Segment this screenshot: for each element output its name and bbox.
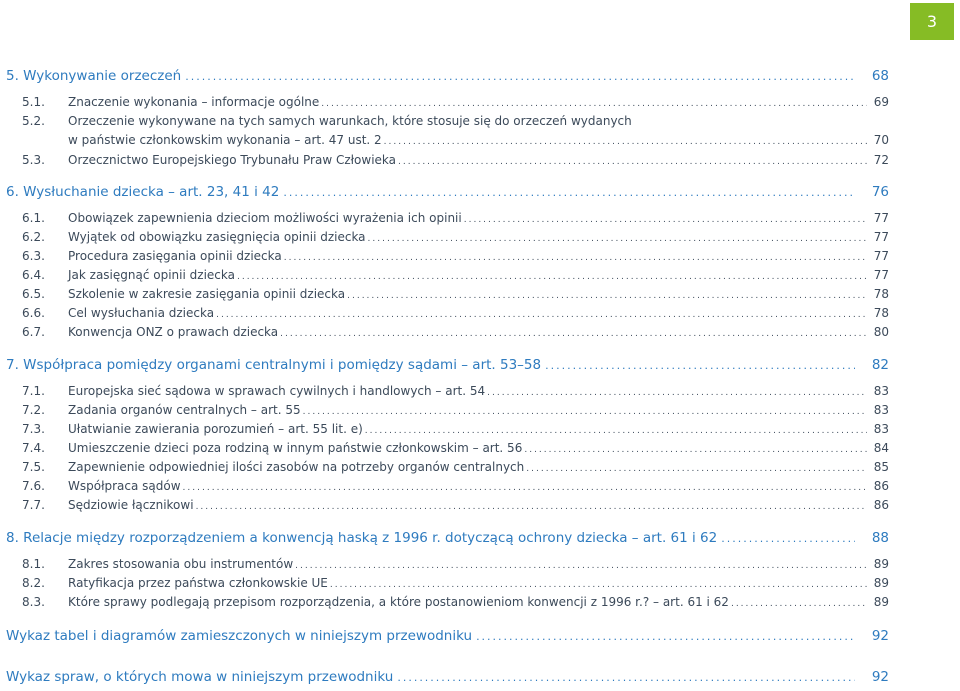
toc-title: Zapewnienie odpowiedniej ilości zasobów na potrzeby organów centralnych (68, 460, 525, 474)
toc-page: 72 (873, 153, 889, 167)
page-number-badge: 3 (910, 3, 954, 40)
toc-number: 6.6. (22, 306, 45, 320)
toc-number: 7.4. (22, 441, 45, 455)
leader-dots (284, 253, 867, 263)
toc-title: Współpraca sądów (68, 479, 181, 493)
toc-entry-5-3[interactable] (6, 153, 889, 167)
toc-number: 6.7. (22, 325, 45, 339)
toc-page: 85 (873, 460, 889, 474)
toc-page: 77 (873, 249, 889, 263)
toc-page: 89 (873, 576, 889, 590)
toc-entry-6-1[interactable] (6, 211, 889, 225)
leader-dots (487, 388, 867, 398)
leader-dots (280, 329, 867, 339)
leader-dots (365, 426, 867, 436)
toc-number: 8.1. (22, 557, 45, 571)
toc-number: 6.4. (22, 268, 45, 282)
toc-title: Zakres stosowania obu instrumentów (68, 557, 294, 571)
toc-number: 7.5. (22, 460, 45, 474)
toc-title: Orzecznictwo Europejskiego Trybunału Praw Człowieka (68, 153, 397, 167)
toc-title: Europejska sieć sądowa w sprawach cywilnych i handlowych – art. 54 (68, 384, 486, 398)
toc-title: Szkolenie w zakresie zasięgania opinii dziecka (68, 287, 346, 301)
toc-page: 86 (873, 498, 889, 512)
toc-page: 83 (873, 422, 889, 436)
leader-dots (216, 310, 867, 320)
toc-list-of-tables[interactable] (6, 628, 889, 644)
toc-entry-7-2[interactable] (6, 403, 889, 417)
toc-page: 78 (873, 287, 889, 301)
leader-dots (526, 464, 867, 474)
toc-page: 78 (873, 306, 889, 320)
toc-title: Wykaz tabel i diagramów zamieszczonych w niniejszym przewodniku (6, 628, 473, 644)
toc-list-of-cases[interactable] (6, 669, 889, 685)
toc-page: 70 (873, 133, 889, 147)
toc-entry-6-4[interactable] (6, 268, 889, 282)
toc-page: 77 (873, 211, 889, 225)
toc-title: Wyjątek od obowiązku zasięgnięcia opinii dziecka (68, 230, 366, 244)
toc-title-continued: w państwie członkowskim wykonania – art. 47 ust. 2 (68, 133, 382, 147)
toc-title: Ułatwianie zawierania porozumień – art. 55 lit. e) (68, 422, 363, 436)
leader-dots (476, 630, 855, 643)
toc-title: Konwencja ONZ o prawach dziecka (68, 325, 279, 339)
toc-number: 6.3. (22, 249, 45, 263)
toc-page: 76 (871, 184, 889, 200)
toc-page: 69 (873, 95, 889, 109)
toc-number: 7.3. (22, 422, 45, 436)
toc-entry-7-4[interactable] (6, 441, 889, 455)
toc-page: 88 (871, 530, 889, 546)
leader-dots (330, 580, 867, 590)
toc-number: 5.2. (22, 114, 45, 128)
toc-title: Wykaz spraw, o których mowa w niniejszym przewodniku (6, 669, 394, 685)
toc-page: 84 (873, 441, 889, 455)
toc-entry-7-5[interactable] (6, 460, 889, 474)
toc-chapter-6[interactable] (6, 184, 889, 200)
toc-entry-7-1[interactable] (6, 384, 889, 398)
toc-page: 82 (871, 357, 889, 373)
toc-entry-8-1[interactable] (6, 557, 889, 571)
toc-title: 7. Współpraca pomiędzy organami centralnymi i pomiędzy sądami – art. 53–58 (6, 357, 542, 373)
toc-title: Procedura zasięgania opinii dziecka (68, 249, 282, 263)
toc-number: 8.3. (22, 595, 45, 609)
toc-entry-8-2[interactable] (6, 576, 889, 590)
toc-entry-5-2-continued[interactable] (68, 133, 889, 147)
toc-number: 5.1. (22, 95, 45, 109)
toc-title: Znaczenie wykonania – informacje ogólne (68, 95, 320, 109)
toc-entry-8-3[interactable] (6, 595, 889, 609)
toc-entry-5-2[interactable] (6, 114, 889, 128)
toc-title: Które sprawy podlegają przepisom rozporządzenia, a które postanowieniom konwencji z 1996 r.? – art. 61 i 62 (68, 595, 729, 609)
toc-number: 8.2. (22, 576, 45, 590)
toc-title: 6. Wysłuchanie dziecka – art. 23, 41 i 42 (6, 184, 280, 200)
toc-page: 80 (873, 325, 889, 339)
toc-title: Umieszczenie dzieci poza rodziną w innym państwie członkowskim – art. 56 (68, 441, 523, 455)
leader-dots (398, 157, 867, 167)
leader-dots (397, 671, 855, 684)
toc-entry-6-3[interactable] (6, 249, 889, 263)
toc-title: Jak zasięgnąć opinii dziecka (68, 268, 235, 282)
toc-page: 83 (873, 403, 889, 417)
leader-dots (237, 272, 867, 282)
toc-entry-6-6[interactable] (6, 306, 889, 320)
toc-page: 89 (873, 595, 889, 609)
leader-dots (303, 407, 867, 417)
leader-dots (384, 137, 867, 147)
leader-dots (721, 532, 855, 545)
toc-page: 68 (871, 68, 889, 84)
toc-title: Zadania organów centralnych – art. 55 (68, 403, 301, 417)
toc-entry-6-7[interactable] (6, 325, 889, 339)
toc-entry-7-6[interactable] (6, 479, 889, 493)
toc-entry-5-1[interactable] (6, 95, 889, 109)
toc-entry-7-7[interactable] (6, 498, 889, 512)
toc-chapter-8[interactable] (6, 530, 889, 546)
toc-number: 7.1. (22, 384, 45, 398)
toc-page: 77 (873, 230, 889, 244)
leader-dots (731, 599, 867, 609)
toc-page: 92 (871, 669, 889, 685)
leader-dots (295, 561, 867, 571)
toc-title: Ratyfikacja przez państwa członkowskie UE (68, 576, 328, 590)
leader-dots (545, 359, 855, 372)
leader-dots (321, 99, 867, 109)
toc-number: 7.7. (22, 498, 45, 512)
toc-title: Sędziowie łącznikowi (68, 498, 194, 512)
leader-dots (183, 483, 867, 493)
toc-number: 7.2. (22, 403, 45, 417)
toc-title: 5. Wykonywanie orzeczeń (6, 68, 182, 84)
leader-dots (347, 291, 867, 301)
toc-page: 86 (873, 479, 889, 493)
toc-page: 92 (871, 628, 889, 644)
leader-dots (368, 234, 867, 244)
toc-chapter-5[interactable] (6, 68, 889, 84)
toc-number: 6.2. (22, 230, 45, 244)
toc-entry-6-2[interactable] (6, 230, 889, 244)
leader-dots (524, 445, 867, 455)
toc-number: 6.5. (22, 287, 45, 301)
leader-dots (464, 215, 867, 225)
toc-title: Obowiązek zapewnienia dzieciom możliwości wyrażenia ich opinii (68, 211, 462, 225)
toc-chapter-7[interactable] (6, 357, 889, 373)
leader-dots (196, 502, 867, 512)
toc-number: 6.1. (22, 211, 45, 225)
toc-page: 83 (873, 384, 889, 398)
toc-entry-6-5[interactable] (6, 287, 889, 301)
toc-title: Orzeczenie wykonywane na tych samych warunkach, które stosuje się do orzeczeń wydanych (68, 114, 632, 128)
leader-dots (185, 70, 855, 83)
toc-title: 8. Relacje między rozporządzeniem a konwencją haską z 1996 r. dotyczącą ochrony dziecka – art. 61 i 62 (6, 530, 718, 546)
toc-page: 89 (873, 557, 889, 571)
leader-dots (283, 186, 855, 199)
toc-entry-7-3[interactable] (6, 422, 889, 436)
toc-number: 5.3. (22, 153, 45, 167)
toc-page: 77 (873, 268, 889, 282)
toc-title: Cel wysłuchania dziecka (68, 306, 215, 320)
toc-number: 7.6. (22, 479, 45, 493)
